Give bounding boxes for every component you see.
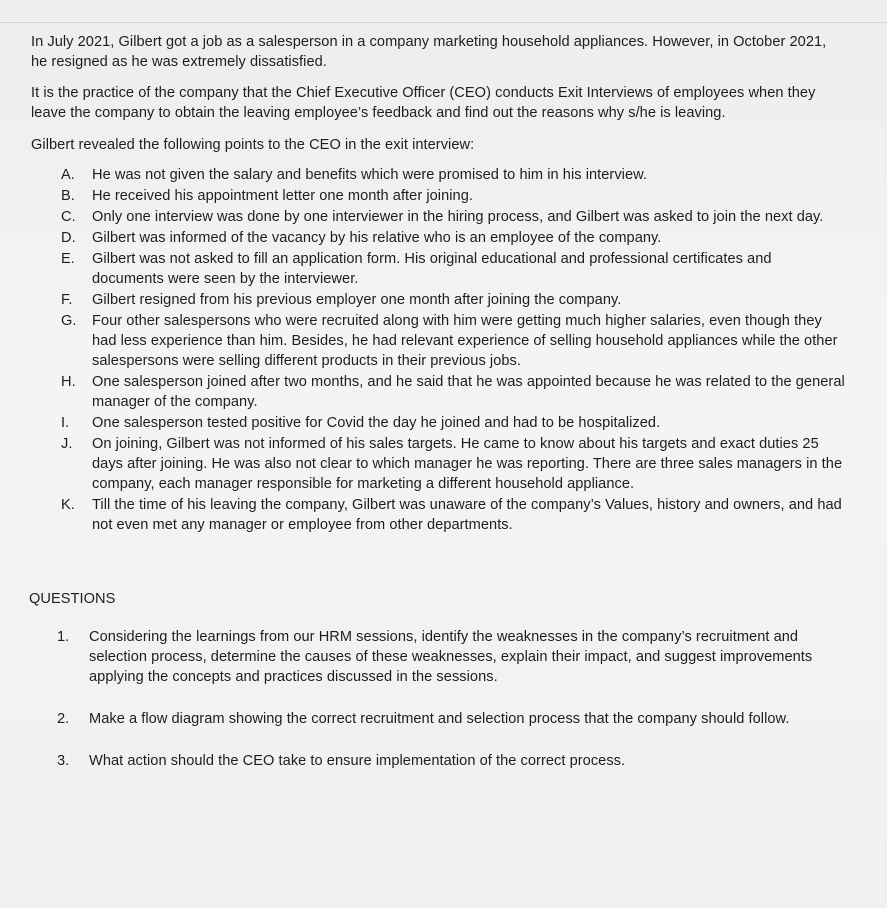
question-item	[31, 627, 846, 687]
list-marker: A.	[61, 167, 75, 183]
question-item	[31, 751, 846, 771]
question-item	[31, 709, 846, 729]
question-number: 1.	[57, 629, 70, 645]
list-item-text: One salesperson joined after two months, and he said that he was appointed because he was related to the general manager of the company.	[92, 374, 845, 410]
list-item-text: One salesperson tested positive for Covid the day he joined and had to be hospitalized.	[92, 415, 661, 431]
case-study-text	[31, 32, 846, 771]
list-marker: F.	[61, 292, 73, 308]
list-item-text: Gilbert resigned from his previous employer one month after joining the company.	[92, 292, 622, 308]
question-text: Make a flow diagram showing the correct recruitment and selection process that the company should follow.	[89, 711, 790, 727]
list-item	[31, 311, 846, 371]
list-item	[31, 228, 846, 248]
list-item	[31, 434, 846, 494]
list-item	[31, 372, 846, 412]
list-marker: D.	[61, 230, 76, 246]
page-top-border	[0, 22, 887, 23]
list-marker: I.	[61, 415, 70, 431]
list-marker: H.	[61, 374, 76, 390]
question-text: What action should the CEO take to ensure implementation of the correct process.	[89, 753, 626, 769]
question-number: 3.	[57, 753, 70, 769]
list-marker: G.	[61, 313, 77, 329]
list-item	[31, 495, 846, 535]
case-paragraph-3: Gilbert revealed the following points to the CEO in the exit interview:	[31, 137, 475, 153]
list-marker: E.	[61, 251, 75, 267]
list-item-text: Four other salespersons who were recruited along with him were getting much higher salaries, even though they had less experience than him. Besides, he had relevant experience of selling household appliances while the other salespersons were selling different products in their previous jobs.	[92, 313, 838, 369]
list-item	[31, 249, 846, 289]
list-item	[31, 165, 846, 185]
question-number: 2.	[57, 711, 70, 727]
list-item-text: Only one interview was done by one interviewer in the hiring process, and Gilbert was asked to join the next day.	[92, 209, 824, 225]
list-marker: B.	[61, 188, 75, 204]
list-marker: C.	[61, 209, 76, 225]
list-item	[31, 290, 846, 310]
list-marker: K.	[61, 497, 75, 513]
question-text: Considering the learnings from our HRM sessions, identify the weaknesses in the company’s recruitment and selection process, determine the causes of these weaknesses, explain their impact, and suggest improvements applying the concepts and practices discussed in the sessions.	[89, 629, 813, 685]
list-item-text: Gilbert was informed of the vacancy by his relative who is an employee of the company.	[92, 230, 662, 246]
list-item-text: He received his appointment letter one month after joining.	[92, 188, 473, 204]
list-item-text: On joining, Gilbert was not informed of his sales targets. He came to know about his targets and exact duties 25 days after joining. He was also not clear to which manager he was reporting. There are three sales managers in the company, each manager responsible for marketing a different household appliance.	[92, 436, 843, 492]
list-item	[31, 207, 846, 227]
list-marker: J.	[61, 436, 73, 452]
list-item	[31, 186, 846, 206]
list-item-text: Gilbert was not asked to fill an application form. His original educational and professional certificates and documents were seen by the interviewer.	[92, 251, 772, 287]
questions-heading: QUESTIONS	[29, 591, 116, 607]
list-item	[31, 413, 846, 433]
list-item-text: He was not given the salary and benefits which were promised to him in his interview.	[92, 167, 648, 183]
case-paragraph-2: It is the practice of the company that the Chief Executive Officer (CEO) conducts Exit Interviews of employees when they leave the company to obtain the leaving employee’s feedback and find out the reasons why s/he is leaving.	[31, 85, 816, 121]
case-paragraph-1: In July 2021, Gilbert got a job as a salesperson in a company marketing household appliances. However, in October 2021, he resigned as he was extremely dissatisfied.	[31, 34, 827, 70]
list-item-text: Till the time of his leaving the company, Gilbert was unaware of the company’s Values, history and owners, and had not even met any manager or employee from other departments.	[92, 497, 842, 533]
exit-interview-points	[31, 165, 846, 535]
